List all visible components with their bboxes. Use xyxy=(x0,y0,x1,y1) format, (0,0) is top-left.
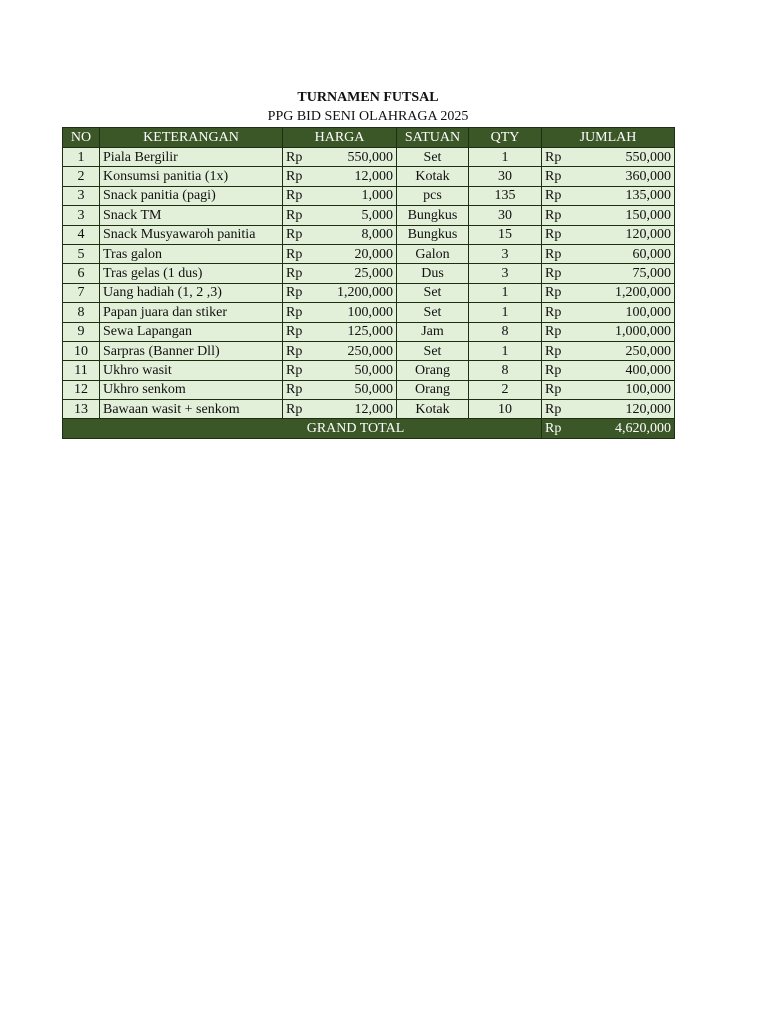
cell-qty: 8 xyxy=(469,322,542,341)
cell-price: 12,000 xyxy=(321,167,397,186)
header-no: NO xyxy=(63,128,100,148)
cell-qty: 8 xyxy=(469,361,542,380)
cell-unit: Bungkus xyxy=(397,206,469,225)
cell-total-currency: Rp xyxy=(542,361,580,380)
cell-no: 12 xyxy=(63,380,100,399)
cell-unit: Orang xyxy=(397,361,469,380)
table-row xyxy=(63,303,675,322)
cell-qty: 30 xyxy=(469,167,542,186)
grand-total-row xyxy=(63,419,675,439)
cell-total: 400,000 xyxy=(580,361,675,380)
cell-total: 120,000 xyxy=(580,225,675,244)
header-total: JUMLAH xyxy=(542,128,675,148)
cell-price-currency: Rp xyxy=(283,322,321,341)
cell-price-currency: Rp xyxy=(283,264,321,283)
cell-total-currency: Rp xyxy=(542,148,580,167)
cell-price-currency: Rp xyxy=(283,400,321,419)
cell-total-currency: Rp xyxy=(542,244,580,263)
cell-price: 125,000 xyxy=(321,322,397,341)
cell-unit: Set xyxy=(397,283,469,302)
cell-price: 12,000 xyxy=(321,400,397,419)
cell-price: 8,000 xyxy=(321,225,397,244)
table-row xyxy=(63,225,675,244)
cell-unit: Kotak xyxy=(397,400,469,419)
cell-qty: 10 xyxy=(469,400,542,419)
cell-description: Tras galon xyxy=(100,244,283,263)
cell-no: 1 xyxy=(63,148,100,167)
cell-qty: 15 xyxy=(469,225,542,244)
cell-total-currency: Rp xyxy=(542,400,580,419)
cell-total-currency: Rp xyxy=(542,283,580,302)
header-row xyxy=(63,128,675,148)
cell-no: 13 xyxy=(63,400,100,419)
cell-price: 25,000 xyxy=(321,264,397,283)
cell-unit: Set xyxy=(397,303,469,322)
table-header xyxy=(63,128,675,148)
cell-description: Ukhro wasit xyxy=(100,361,283,380)
cell-total: 100,000 xyxy=(580,380,675,399)
cell-price: 50,000 xyxy=(321,380,397,399)
cell-no: 10 xyxy=(63,341,100,360)
cell-unit: Set xyxy=(397,341,469,360)
cell-no: 4 xyxy=(63,225,100,244)
cell-unit: Kotak xyxy=(397,167,469,186)
table-body xyxy=(63,148,675,419)
cell-qty: 1 xyxy=(469,303,542,322)
cell-unit: Orang xyxy=(397,380,469,399)
header-description: KETERANGAN xyxy=(100,128,283,148)
table-footer xyxy=(63,419,675,439)
cell-unit: Set xyxy=(397,148,469,167)
cell-unit: Galon xyxy=(397,244,469,263)
table-row xyxy=(63,380,675,399)
table-row xyxy=(63,341,675,360)
cell-price: 550,000 xyxy=(321,148,397,167)
budget-table xyxy=(62,127,675,439)
cell-price: 5,000 xyxy=(321,206,397,225)
cell-description: Konsumsi panitia (1x) xyxy=(100,167,283,186)
cell-total-currency: Rp xyxy=(542,380,580,399)
table-row xyxy=(63,186,675,205)
cell-price-currency: Rp xyxy=(283,361,321,380)
cell-total: 100,000 xyxy=(580,303,675,322)
cell-total-currency: Rp xyxy=(542,303,580,322)
table-row xyxy=(63,264,675,283)
table-row xyxy=(63,283,675,302)
cell-price: 250,000 xyxy=(321,341,397,360)
cell-unit: pcs xyxy=(397,186,469,205)
cell-description: Piala Bergilir xyxy=(100,148,283,167)
table-row xyxy=(63,400,675,419)
grand-total-label: GRAND TOTAL xyxy=(63,419,542,439)
cell-unit: Jam xyxy=(397,322,469,341)
cell-no: 3 xyxy=(63,206,100,225)
cell-no: 5 xyxy=(63,244,100,263)
cell-price-currency: Rp xyxy=(283,167,321,186)
cell-description: Snack TM xyxy=(100,206,283,225)
cell-total: 250,000 xyxy=(580,341,675,360)
cell-total: 1,200,000 xyxy=(580,283,675,302)
cell-price-currency: Rp xyxy=(283,341,321,360)
cell-total: 60,000 xyxy=(580,244,675,263)
grand-total-currency: Rp xyxy=(542,419,580,439)
cell-total-currency: Rp xyxy=(542,322,580,341)
cell-qty: 1 xyxy=(469,148,542,167)
cell-total: 135,000 xyxy=(580,186,675,205)
cell-no: 6 xyxy=(63,264,100,283)
cell-price: 1,000 xyxy=(321,186,397,205)
cell-price-currency: Rp xyxy=(283,206,321,225)
cell-price-currency: Rp xyxy=(283,283,321,302)
table-row xyxy=(63,244,675,263)
cell-unit: Dus xyxy=(397,264,469,283)
table-row xyxy=(63,167,675,186)
table-row xyxy=(63,148,675,167)
cell-price-currency: Rp xyxy=(283,303,321,322)
cell-description: Sewa Lapangan xyxy=(100,322,283,341)
cell-total: 120,000 xyxy=(580,400,675,419)
cell-total: 1,000,000 xyxy=(580,322,675,341)
cell-no: 7 xyxy=(63,283,100,302)
cell-qty: 1 xyxy=(469,341,542,360)
cell-total: 150,000 xyxy=(580,206,675,225)
cell-qty: 3 xyxy=(469,244,542,263)
cell-price: 50,000 xyxy=(321,361,397,380)
cell-description: Bawaan wasit + senkom xyxy=(100,400,283,419)
cell-price-currency: Rp xyxy=(283,380,321,399)
document-title: TURNAMEN FUTSAL xyxy=(297,90,439,105)
cell-total-currency: Rp xyxy=(542,225,580,244)
cell-qty: 30 xyxy=(469,206,542,225)
cell-price: 20,000 xyxy=(321,244,397,263)
cell-no: 3 xyxy=(63,186,100,205)
cell-description: Tras gelas (1 dus) xyxy=(100,264,283,283)
cell-description: Snack panitia (pagi) xyxy=(100,186,283,205)
cell-total: 75,000 xyxy=(580,264,675,283)
cell-total-currency: Rp xyxy=(542,206,580,225)
header-qty: QTY xyxy=(469,128,542,148)
header-unit: SATUAN xyxy=(397,128,469,148)
grand-total-value: 4,620,000 xyxy=(580,419,675,439)
cell-qty: 1 xyxy=(469,283,542,302)
cell-no: 2 xyxy=(63,167,100,186)
cell-description: Uang hadiah (1, 2 ,3) xyxy=(100,283,283,302)
cell-unit: Bungkus xyxy=(397,225,469,244)
cell-description: Ukhro senkom xyxy=(100,380,283,399)
table-row xyxy=(63,361,675,380)
cell-price-currency: Rp xyxy=(283,148,321,167)
cell-total: 360,000 xyxy=(580,167,675,186)
cell-price-currency: Rp xyxy=(283,244,321,263)
cell-no: 9 xyxy=(63,322,100,341)
document-subtitle: PPG BID SENI OLAHRAGA 2025 xyxy=(267,109,469,124)
cell-no: 8 xyxy=(63,303,100,322)
cell-total-currency: Rp xyxy=(542,167,580,186)
cell-qty: 2 xyxy=(469,380,542,399)
cell-qty: 3 xyxy=(469,264,542,283)
cell-total-currency: Rp xyxy=(542,186,580,205)
cell-total-currency: Rp xyxy=(542,264,580,283)
cell-description: Sarpras (Banner Dll) xyxy=(100,341,283,360)
cell-price-currency: Rp xyxy=(283,186,321,205)
cell-description: Papan juara dan stiker xyxy=(100,303,283,322)
cell-price: 1,200,000 xyxy=(321,283,397,302)
cell-description: Snack Musyawaroh panitia xyxy=(100,225,283,244)
table-row xyxy=(63,206,675,225)
cell-no: 11 xyxy=(63,361,100,380)
cell-total: 550,000 xyxy=(580,148,675,167)
cell-price-currency: Rp xyxy=(283,225,321,244)
cell-total-currency: Rp xyxy=(542,341,580,360)
table-row xyxy=(63,322,675,341)
cell-price: 100,000 xyxy=(321,303,397,322)
header-price: HARGA xyxy=(283,128,397,148)
cell-qty: 135 xyxy=(469,186,542,205)
